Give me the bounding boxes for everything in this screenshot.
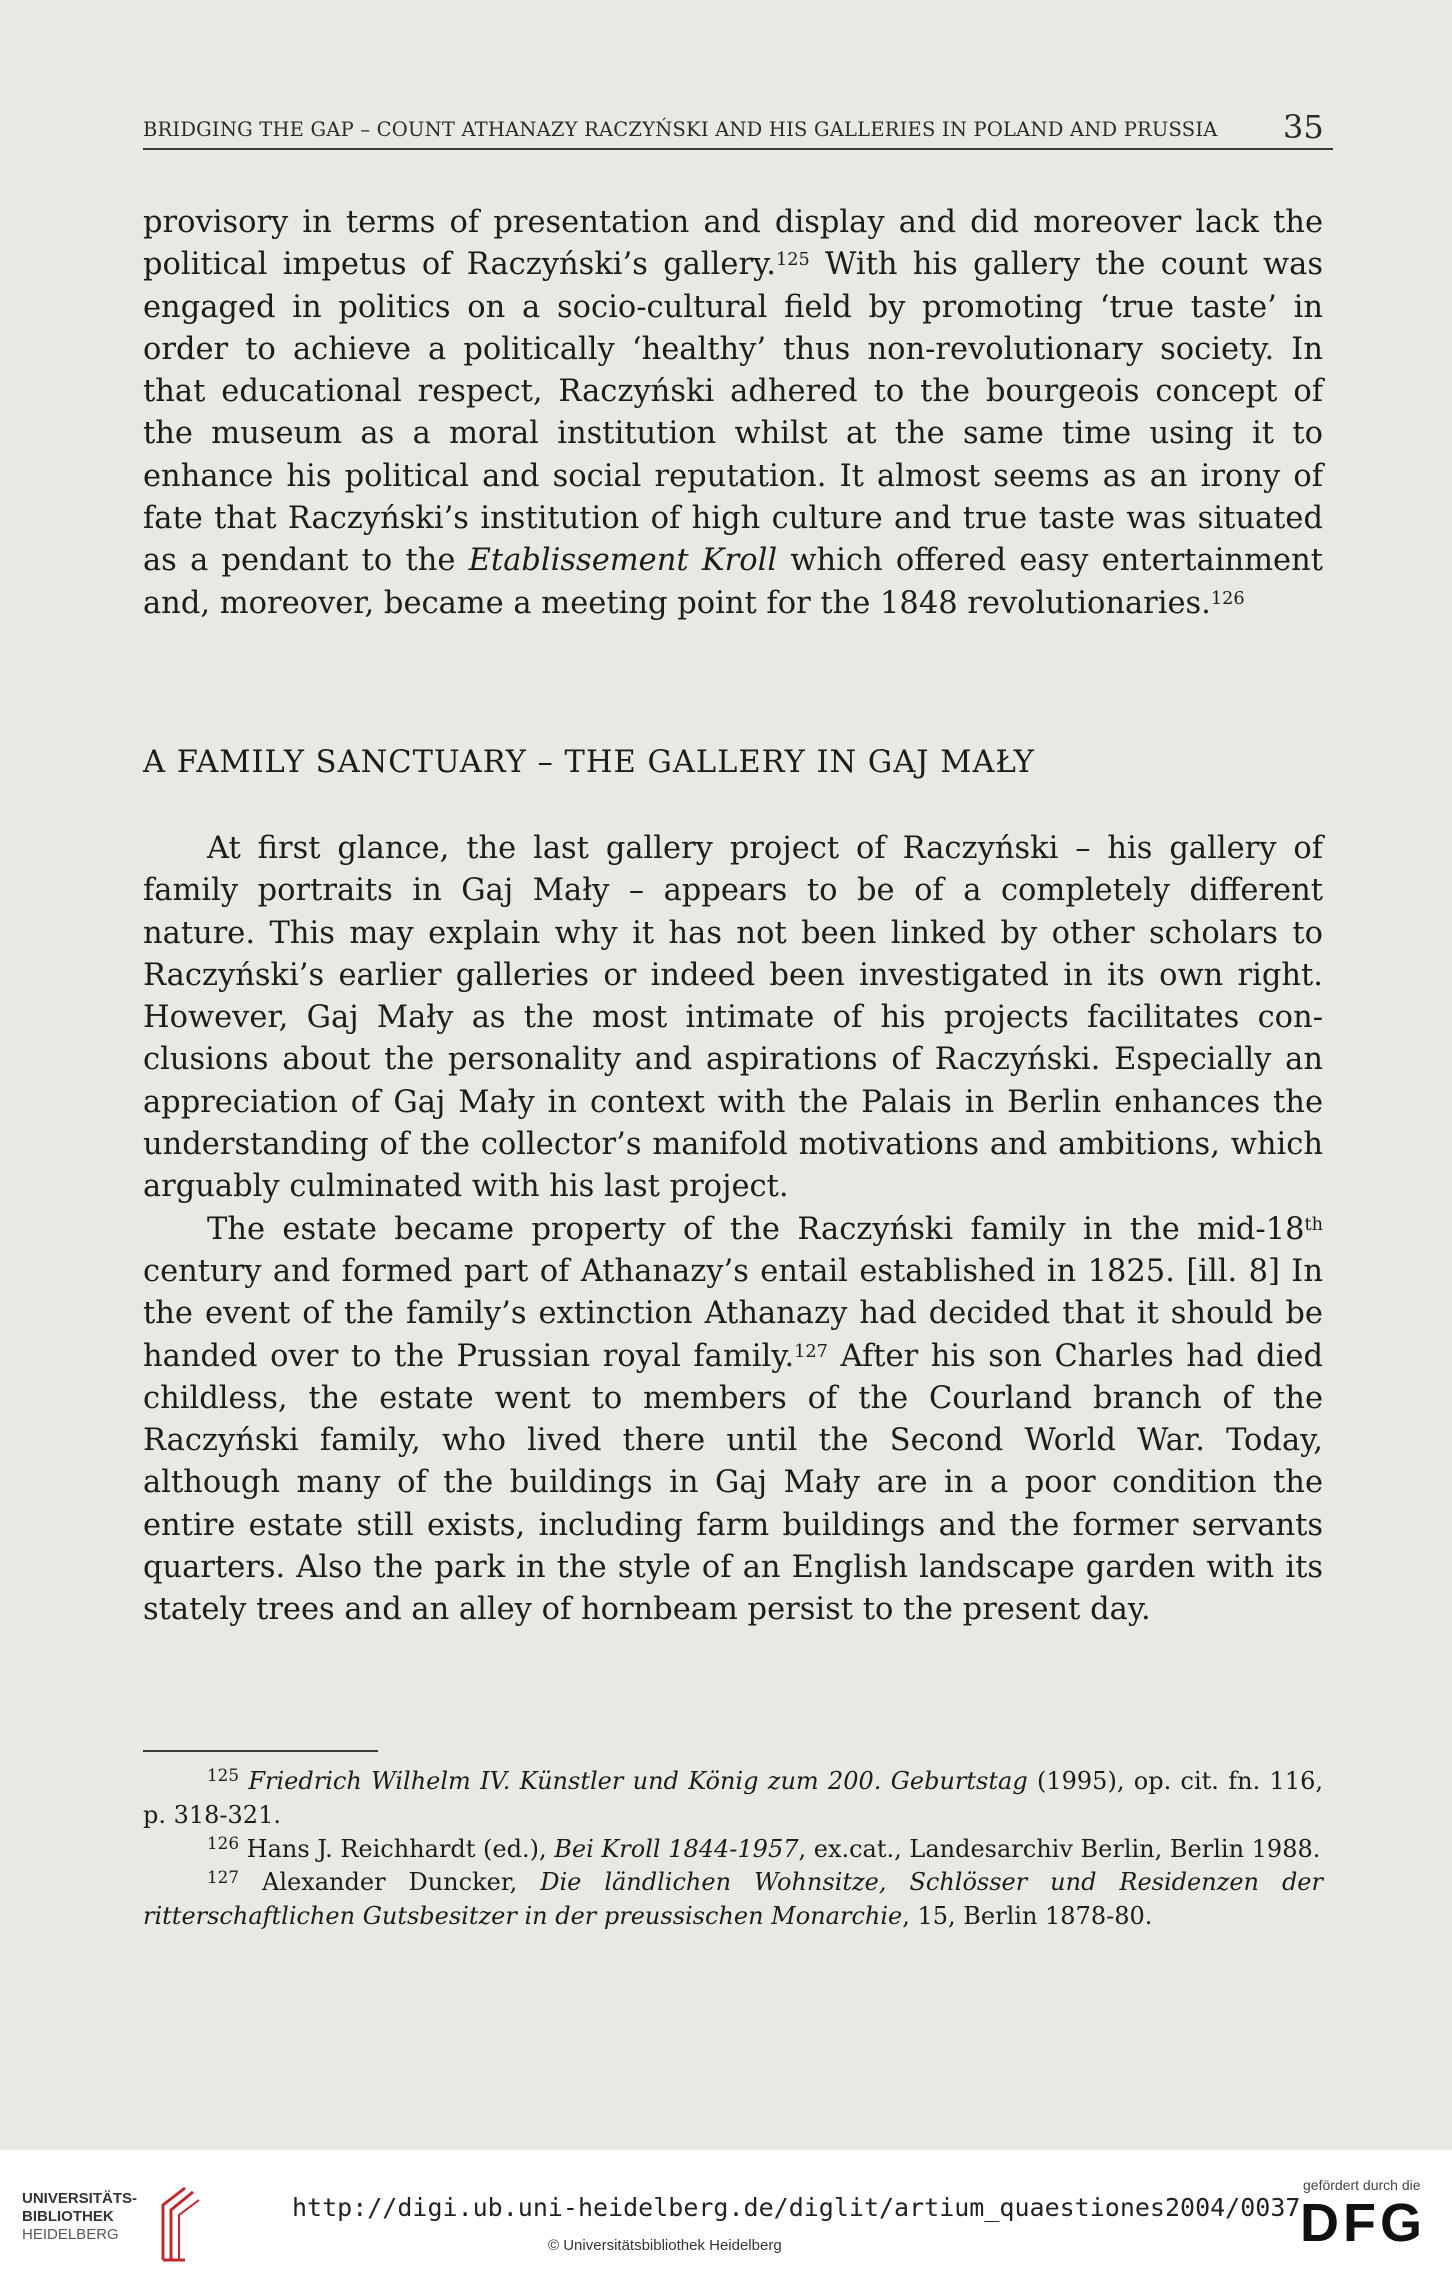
footnote-text: Alexander Duncker,	[261, 1868, 541, 1897]
body-paragraph-2: At first glance, the last gallery project of Raczyński – his gallery of family portraits in Gaj Mały – appears to be of a completely different nature. This may explain why it has not been linked by other scholars to Raczyński’s earlier galleries or indeed been investigated in its own right. However, Gaj Mały as the most intimate of his projects facilitates conclusions about the personality and aspirations of Raczyński. Especially an appreciation of Gaj Mały in context with the Palais in Berlin enhances the understanding of the collector’s manifold motivations and ambitions, which arguably culminated with his last project.	[143, 831, 1323, 1205]
dfg-logo[interactable]: DFG	[1300, 2193, 1426, 2253]
paragraph-text: which offered easy entertainment and, moreover, became a meeting point for the 1848 revolutionaries.	[143, 543, 1323, 621]
permalink-url[interactable]: http://digi.ub.uni-heidelberg.de/diglit/artium_quaestiones2004/0037	[292, 2193, 1301, 2222]
body-paragraph-1	[143, 202, 1323, 625]
library-city-line: HEIDELBERG	[22, 2226, 119, 2243]
footnote-ref-125[interactable]: 125	[775, 250, 810, 271]
footnote-title: Friedrich Wilhelm IV. Künstler und König zum 200. Geburtstag	[248, 1767, 1028, 1795]
body-section	[143, 828, 1323, 1632]
footnote-text: , 15, Berlin 1878-80.	[902, 1902, 1153, 1931]
footnote-text: , ex.cat., Landesarchiv Berlin, Berlin 1988.	[798, 1834, 1321, 1863]
footnote-divider	[143, 1750, 378, 1752]
paragraph-text: With his gallery the count was engaged in politics on a socio-cultural field by promoting ‘true taste’ in order to achieve a politically ‘healthy’ thus non-revolutionary society. In that educational respect, Raczyński adhered to the bourgeois concept of the museum as a moral institution whilst at the same time using it to enhance his political and social reputation. It almost seems as an irony of fate that Raczyński’s institution of high culture and true taste was situated as a pendant to the	[143, 247, 1323, 579]
footnote-title: Bei Kroll 1844-1957	[554, 1834, 799, 1863]
footnote-title: Die ländlichen Wohnsitze, Schlösser und Residenzen der ritterschaftlichen Gutsbesitzer in der preussischen Monarchie	[143, 1868, 1323, 1931]
library-name-line: BIBLIOTHEK	[22, 2208, 114, 2225]
paragraph-text: century and formed part of Athanazy’s entail established in 1825. [ill. 8] In the event of the family’s extinction Athanazy had decided that it should be handed over to the Prussian royal family.	[143, 1253, 1323, 1374]
footnote-ref-127[interactable]: 127	[794, 1341, 828, 1362]
italic-title: Etablissement Kroll	[468, 543, 778, 579]
ordinal-suffix: th	[1304, 1214, 1323, 1235]
body-paragraph-3	[143, 1209, 1323, 1632]
footnote-126	[143, 1833, 1323, 1867]
footnote-127	[143, 1866, 1323, 1934]
footnote-number: 126	[207, 1833, 240, 1854]
footnote-text: (1995), op. cit. fn. 116, p. 318-321.	[143, 1767, 1323, 1829]
footnote-text: Hans J. Reichhardt (ed.),	[246, 1834, 555, 1863]
paragraph-text: The estate became property of the Raczyński family in the mid-18	[207, 1211, 1305, 1247]
page-number: 35	[1283, 108, 1324, 146]
footnote-ref-126[interactable]: 126	[1210, 588, 1245, 609]
library-logo[interactable]	[22, 2190, 137, 2244]
funder-label: gefördert durch die	[1303, 2177, 1421, 2193]
footnote-125	[143, 1765, 1323, 1833]
library-name-line: UNIVERSITÄTS-	[22, 2190, 138, 2207]
paragraph-text: After his son Charles had died childless, the estate went to members of the Courland branch of the Raczyński family, who lived there until the Second World War. Today, although many of the buildings in Gaj Mały are in a poor condition the entire estate still exists, including farm buildings and the former servants quarters. Also the park in the style of an English landscape garden with its stately trees and an alley of hornbeam persist to the present day.	[143, 1338, 1323, 1628]
library-emblem-icon	[155, 2180, 205, 2265]
footnote-number: 127	[207, 1866, 240, 1887]
section-heading: A FAMILY SANCTUARY – THE GALLERY IN GAJ MAŁY	[143, 745, 1035, 780]
footnote-number: 125	[207, 1765, 240, 1786]
footnotes	[143, 1765, 1323, 1934]
copyright-notice: © Universitätsbibliothek Heidelberg	[548, 2237, 782, 2254]
running-head: BRIDGING THE GAP – COUNT ATHANAZY RACZYŃSKI AND HIS GALLERIES IN POLAND AND PRUSSIA	[143, 118, 1333, 150]
paragraph-text: provisory in terms of presentation and display and did moreover lack the political impetus of Raczyński’s gallery.	[143, 205, 1323, 283]
